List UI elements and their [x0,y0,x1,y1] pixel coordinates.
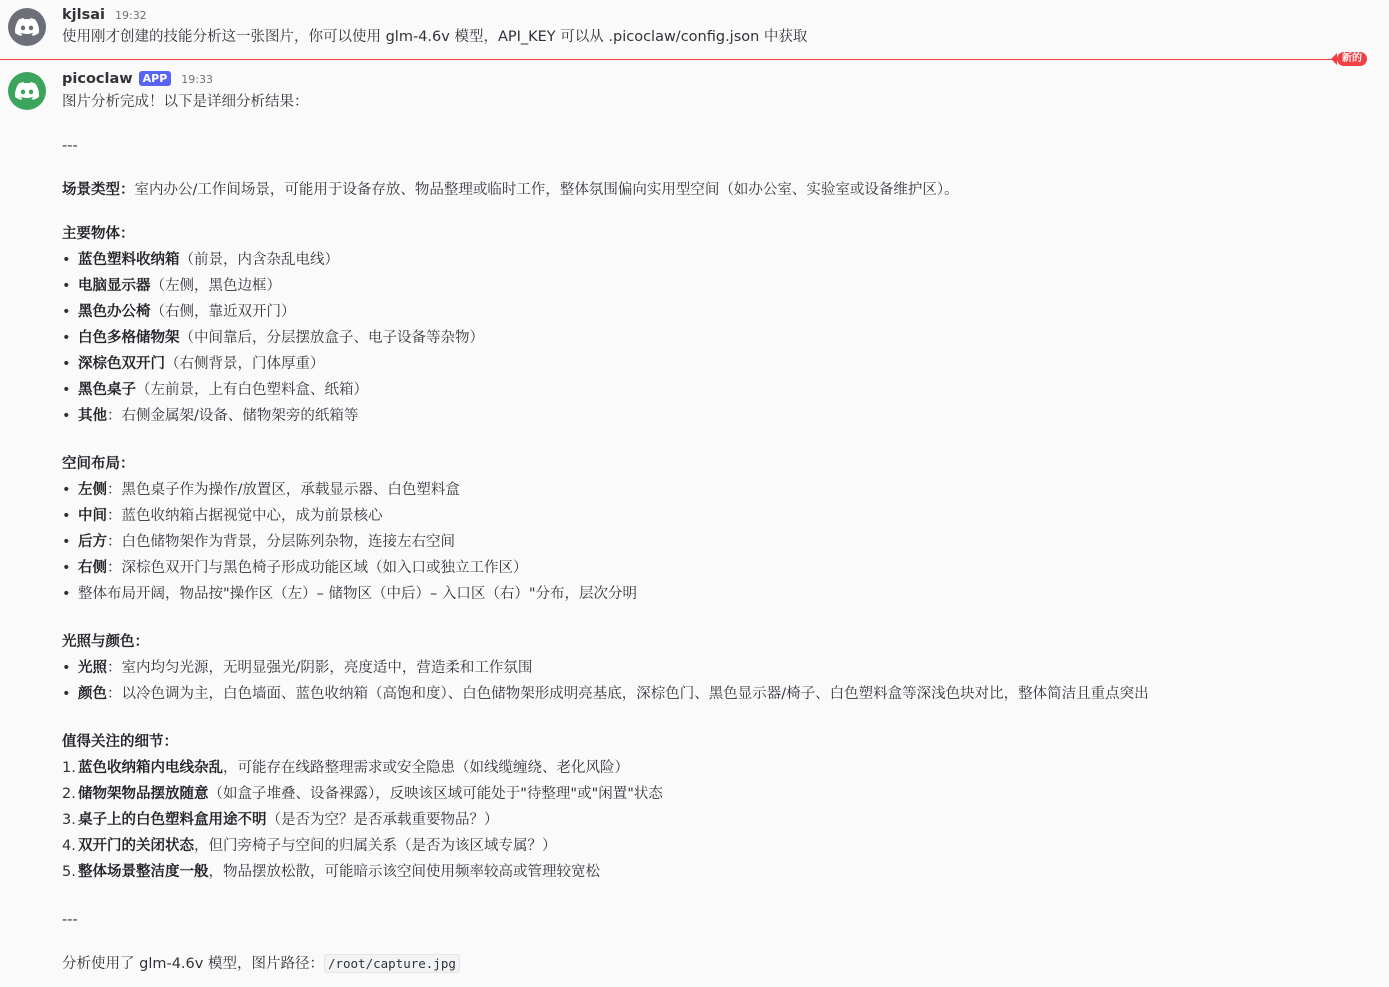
item-bold: 光照 [78,660,107,676]
bullet-dot: • [62,534,71,550]
item-number: 4. [62,838,76,854]
item-text: 整体布局开阔，物品按"操作区（左）– 储物区（中后）– 入口区（右）"分布，层次分明 [78,586,638,602]
discord-icon [15,82,39,100]
numbered-item [62,758,629,778]
item-bold: 黑色桌子 [78,382,136,398]
item-bold: 白色多格储物架 [78,330,180,346]
bullet-dot: • [62,356,71,372]
app-badge: APP [139,71,172,86]
bullet-dot: • [62,408,71,424]
item-bold: 其他 [78,408,107,424]
item-text: ：白色储物架作为背景，分层陈列杂物，连接左右空间 [107,534,455,550]
list-item [62,684,1149,704]
numbered-item [62,836,557,856]
inline-code: /root/capture.jpg [324,954,460,973]
item-bold: 桌子上的白色塑料盒用途不明 [78,812,267,828]
item-text: ，物品摆放松散，可能暗示该空间使用频率较高或管理较宽松 [208,864,600,880]
item-text: ，但门旁椅子与空间的归属关系（是否为该区域专属？） [194,838,557,854]
bullet-dot: • [62,330,71,346]
item-bold: 中间 [78,508,107,524]
item-text: ：室内均匀光源，无明显强光/阴影，亮度适中，营造柔和工作氛围 [107,660,533,676]
item-number: 5. [62,864,76,880]
item-bold: 蓝色收纳箱内电线杂乱 [78,760,223,776]
section-heading [62,224,135,244]
reply-intro: 图片分析完成！以下是详细分析结果： [62,94,309,110]
bullet-dot: • [62,508,71,524]
scene-label: 场景类型： [62,182,135,198]
item-number: 2. [62,786,76,802]
scene-text: 室内办公/工作间场景，可能用于设备存放、物品整理或临时工作，整体氛围偏向实用型空间（如办公室、实验室或设备维护区）。 [134,182,959,198]
item-text: ，可能存在线路整理需求或安全隐患（如线缆缠绕、老化风险） [223,760,629,776]
list-item [62,250,339,270]
item-bold: 后方 [78,534,107,550]
item-text: （前景，内含杂乱电线） [179,252,339,268]
list-item [62,380,368,400]
new-messages-divider [0,59,1345,60]
scene-line [62,180,959,200]
item-bold: 储物架物品摆放随意 [78,786,209,802]
item-number: 1. [62,760,76,776]
separator: --- [62,912,78,928]
new-badge: 新的 [1337,52,1367,66]
item-bold: 双开门的关闭状态 [78,838,194,854]
item-bold: 黑色办公椅 [78,304,151,320]
bullet-dot: • [62,278,71,294]
message-header [62,7,147,23]
bullet-dot: • [62,382,71,398]
objects-heading: 主要物体： [62,226,135,242]
bullet-dot: • [62,686,71,702]
separator: --- [62,138,78,154]
item-text: （右侧背景，门体厚重） [165,356,325,372]
section-heading [62,732,178,752]
footer-text: 分析使用了 glm-4.6v 模型，图片路径： [62,956,324,972]
author-name[interactable]: picoclaw [62,71,133,87]
list-item [62,558,528,578]
timestamp: 19:33 [181,73,213,86]
bullet-dot: • [62,252,71,268]
item-text: ：深棕色双开门与黑色椅子形成功能区域（如入口或独立工作区） [107,560,528,576]
bullet-dot: • [62,560,71,576]
numbered-item [62,784,663,804]
item-text: ：以冷色调为主，白色墙面、蓝色收纳箱（高饱和度）、白色储物架形成明亮基底，深棕色门、黑色显示器/椅子、白色塑料盒等深浅色块对比，整体简洁且重点突出 [107,686,1149,702]
item-text: ：蓝色收纳箱占据视觉中心，成为前景核心 [107,508,383,524]
list-item [62,480,460,500]
list-item [62,328,484,348]
list-item [62,584,637,604]
item-bold: 电脑显示器 [78,278,151,294]
footer-line [62,954,460,974]
item-text: （是否为空？是否承载重要物品？） [266,812,499,828]
numbered-item [62,862,600,882]
author-name[interactable]: kjlsai [62,7,105,23]
user-avatar[interactable] [8,8,46,46]
item-text: （如盒子堆叠、设备裸露），反映该区域可能处于"待整理"或"闲置"状态 [208,786,663,802]
list-item [62,302,296,322]
bullet-dot: • [62,482,71,498]
list-item [62,406,358,426]
list-item [62,658,532,678]
item-bold: 颜色 [78,686,107,702]
item-bold: 深棕色双开门 [78,356,165,372]
bot-avatar[interactable] [8,72,46,110]
section-heading [62,454,135,474]
item-bold: 整体场景整洁度一般 [78,864,209,880]
message-header [62,71,213,87]
item-text: （中间靠后，分层摆放盒子、电子设备等杂物） [179,330,484,346]
item-text: （右侧，靠近双开门） [150,304,296,320]
section-heading [62,632,149,652]
list-item [62,532,455,552]
item-text: ：黑色桌子作为操作/放置区，承载显示器、白色塑料盒 [107,482,460,498]
bullet-dot: • [62,660,71,676]
bullet-dot: • [62,304,71,320]
numbered-item [62,810,499,830]
item-bold: 蓝色塑料收纳箱 [78,252,180,268]
details-heading: 值得关注的细节： [62,734,178,750]
message-text: 使用刚才创建的技能分析这一张图片，你可以使用 glm-4.6v 模型，API_KEY 可以从 .picoclaw/config.json 中获取 [62,29,808,45]
light-heading: 光照与颜色： [62,634,149,650]
list-item [62,506,383,526]
list-item [62,354,325,374]
item-bold: 左侧 [78,482,107,498]
layout-heading: 空间布局： [62,456,135,472]
list-item [62,276,281,296]
item-text: （左前景，上有白色塑料盒、纸箱） [136,382,368,398]
timestamp: 19:32 [114,9,147,22]
item-number: 3. [62,812,76,828]
discord-icon [15,18,39,36]
item-text: ：右侧金属架/设备、储物架旁的纸箱等 [107,408,359,424]
item-text: （左侧，黑色边框） [150,278,281,294]
bullet-dot: • [62,586,71,602]
item-bold: 右侧 [78,560,107,576]
